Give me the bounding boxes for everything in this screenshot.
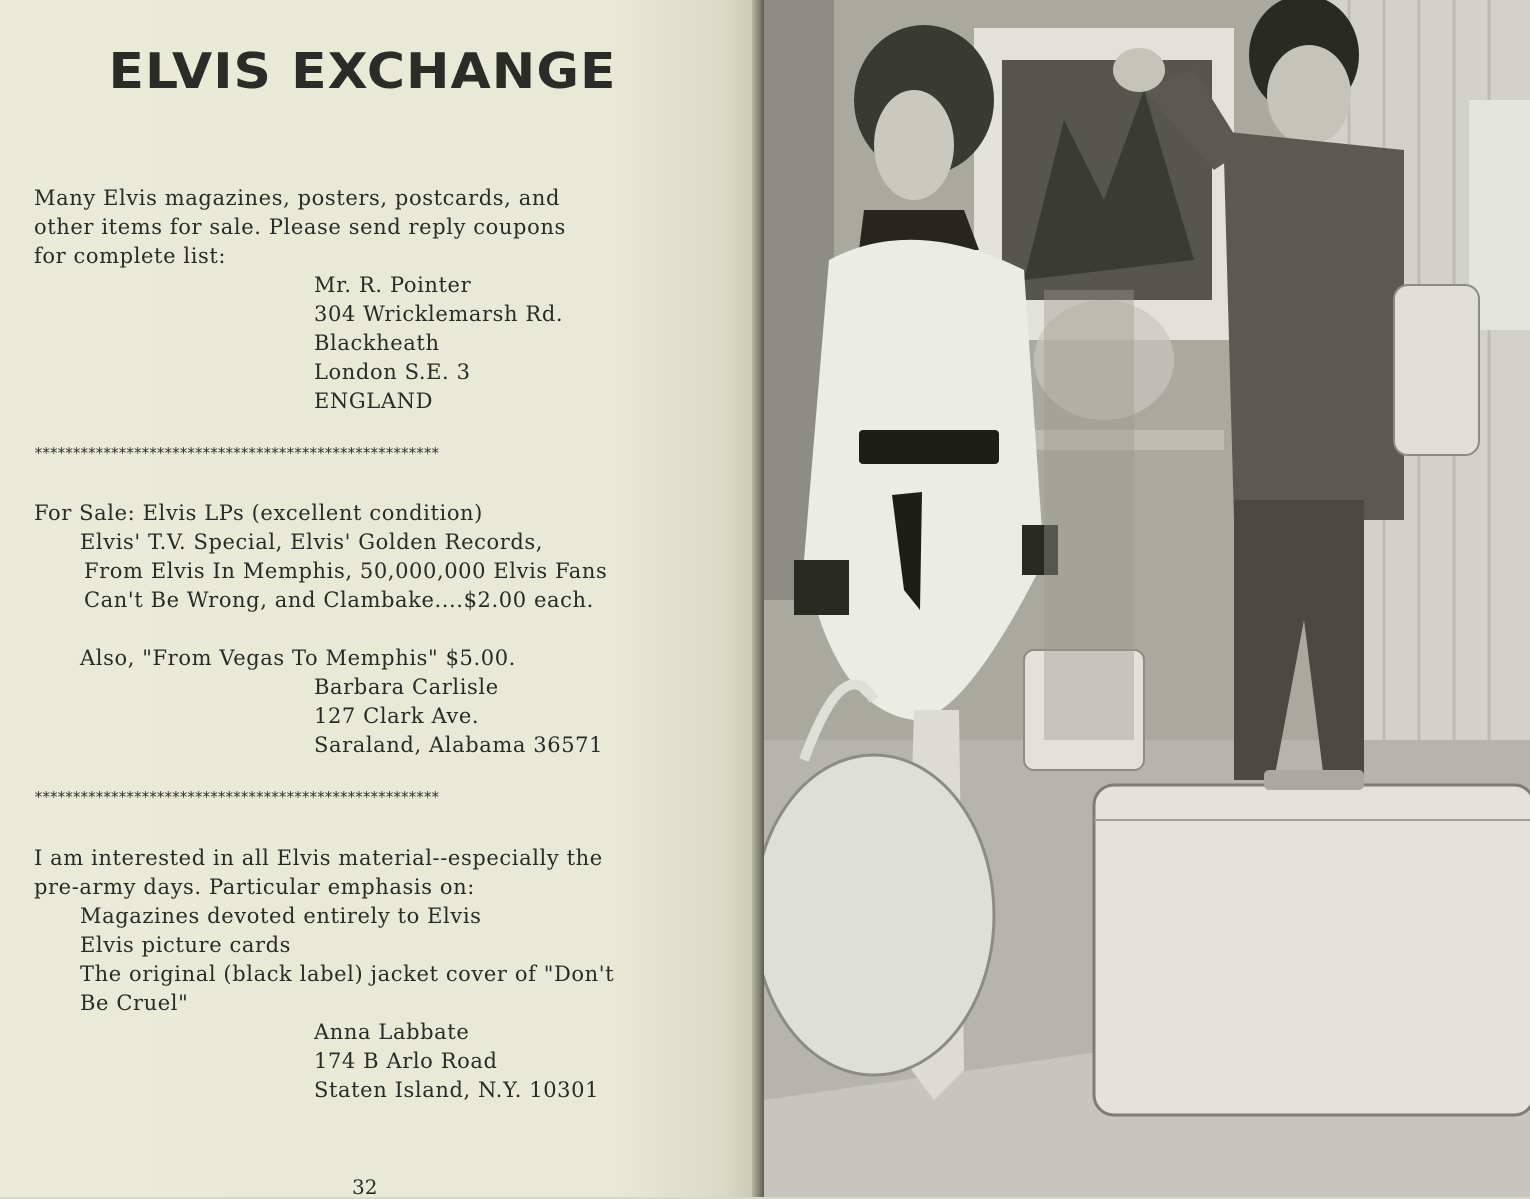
suitcase-held bbox=[1394, 285, 1479, 455]
ad-line: From Elvis In Memphis, 50,000,000 Elvis Fans bbox=[84, 559, 608, 583]
address-line: London S.E. 3 bbox=[314, 360, 471, 384]
address-line: 174 B Arlo Road bbox=[314, 1049, 498, 1073]
photo-page bbox=[764, 0, 1530, 1197]
ad-line: Elvis picture cards bbox=[80, 933, 292, 957]
address-line: ENGLAND bbox=[314, 389, 434, 413]
man-jacket bbox=[1209, 130, 1404, 520]
ad-line: Also, "From Vegas To Memphis" $5.00. bbox=[80, 646, 516, 670]
ad-line: other items for sale. Please send reply coupons bbox=[34, 215, 566, 239]
photo-illustration bbox=[764, 0, 1530, 1197]
ad-line: The original (black label) jacket cover of "Don't bbox=[80, 962, 615, 986]
ad-line: For Sale: Elvis LPs (excellent condition) bbox=[34, 501, 483, 525]
address-line: Saraland, Alabama 36571 bbox=[314, 733, 604, 757]
ad-line: for complete list: bbox=[34, 244, 227, 268]
hat-box bbox=[764, 755, 994, 1075]
man-face bbox=[1267, 45, 1351, 145]
woman-belt bbox=[859, 430, 999, 464]
page-number: 32 bbox=[352, 1175, 378, 1199]
ad-line: Many Elvis magazines, posters, postcards, and bbox=[34, 186, 560, 210]
address-line: Blackheath bbox=[314, 331, 440, 355]
left-page bbox=[0, 0, 762, 1197]
ad-line: Can't Be Wrong, and Clambake....$2.00 each. bbox=[84, 588, 594, 612]
ad-pointer bbox=[34, 184, 714, 416]
woman-cuff-left bbox=[794, 560, 849, 615]
ad-line: pre-army days. Particular emphasis on: bbox=[34, 875, 475, 899]
address-line: Staten Island, N.Y. 10301 bbox=[314, 1078, 600, 1102]
address-line: Mr. R. Pointer bbox=[314, 273, 472, 297]
address-line: Anna Labbate bbox=[314, 1020, 470, 1044]
ad-labbate bbox=[34, 844, 714, 1105]
large-suitcase bbox=[1094, 785, 1530, 1115]
separator: ***************************************************** bbox=[34, 444, 439, 462]
address-line: 304 Wricklemarsh Rd. bbox=[314, 302, 564, 326]
suitcase-handle bbox=[1264, 770, 1364, 790]
ad-line: I am interested in all Elvis material--especially the bbox=[34, 846, 603, 870]
ad-carlisle bbox=[34, 499, 714, 760]
woman-face bbox=[874, 90, 954, 200]
ad-line: Elvis' T.V. Special, Elvis' Golden Records, bbox=[80, 530, 544, 554]
ad-line: Magazines devoted entirely to Elvis bbox=[80, 904, 482, 928]
address-line: Barbara Carlisle bbox=[314, 675, 499, 699]
separator: ***************************************************** bbox=[34, 788, 439, 806]
address-line: 127 Clark Ave. bbox=[314, 704, 480, 728]
man-hand bbox=[1113, 48, 1165, 92]
chair bbox=[1044, 290, 1134, 740]
ad-line: Be Cruel" bbox=[80, 991, 189, 1015]
page-title: ELVIS EXCHANGE bbox=[108, 43, 617, 101]
